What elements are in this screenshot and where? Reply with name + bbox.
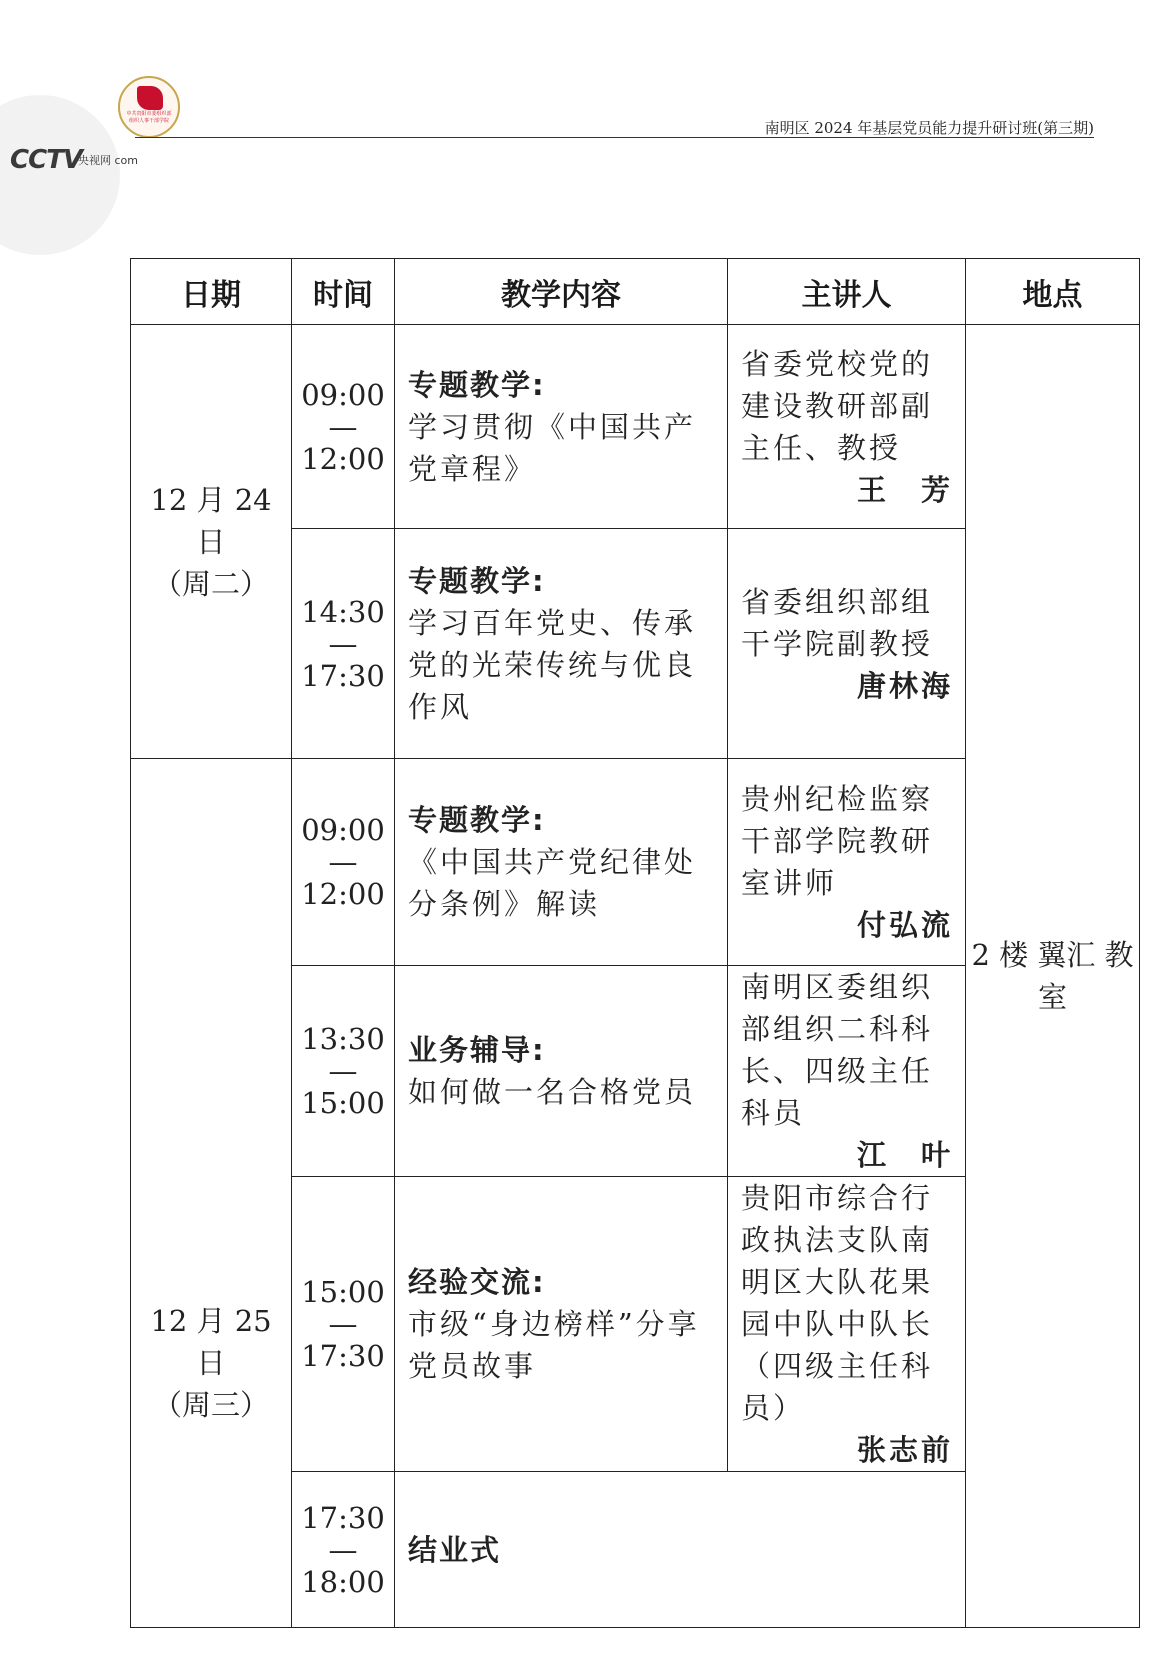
speaker-cell — [728, 325, 966, 529]
schedule-table — [130, 258, 1140, 1628]
time-start: 13:30 — [301, 1022, 385, 1056]
content-kind: 专题教学: — [408, 563, 546, 598]
content-kind: 专题教学: — [408, 367, 546, 402]
content-cell — [395, 1177, 728, 1472]
time-end: 18:00 — [301, 1564, 385, 1599]
watermark-circle — [0, 95, 120, 255]
flag-icon — [137, 86, 163, 110]
speaker-name: 江 叶 — [856, 1138, 953, 1172]
speaker-cell — [728, 759, 966, 966]
content-topic: 如何做一名合格党员 — [408, 1075, 697, 1109]
content-topic: 《中国共产党纪律处分条例》解读 — [408, 845, 697, 921]
content-cell — [395, 529, 728, 759]
content-kind: 业务辅导: — [408, 1033, 546, 1067]
speaker-title: 贵州纪检监察干部学院教研室讲师 — [741, 782, 934, 900]
column-header-time: 时间 — [292, 259, 395, 325]
time-start: 09:00 — [301, 377, 385, 412]
time-separator: — — [328, 409, 358, 444]
speaker-name: 王 芳 — [856, 472, 953, 507]
date-cell — [131, 759, 292, 1628]
table-row — [131, 325, 1140, 529]
column-header-content: 教学内容 — [395, 259, 728, 325]
party-school-seal — [118, 76, 180, 138]
table-header-row — [131, 259, 1140, 325]
time-separator: — — [328, 1054, 358, 1088]
speaker-title: 南明区委组织部组织二科科长、四级主任科员 — [741, 970, 934, 1130]
time-cell — [292, 529, 395, 759]
cctv-logo: CCTV — [10, 145, 83, 175]
speaker-cell — [728, 966, 966, 1177]
speaker-cell — [728, 529, 966, 759]
time-end: 12:00 — [301, 877, 385, 911]
speaker-name: 唐林海 — [856, 668, 953, 703]
time-cell — [292, 759, 395, 966]
speaker-title: 贵阳市综合行政执法支队南明区大队花果园中队中队长（四级主任科员） — [741, 1181, 934, 1425]
time-separator: — — [328, 845, 358, 879]
content-topic: 学习百年党史、传承党的光荣传统与优良作风 — [408, 605, 697, 724]
time-start: 14:30 — [301, 594, 385, 629]
time-end: 17:30 — [301, 658, 385, 693]
place-cell: 2 楼 翼汇 教室 — [966, 325, 1140, 1628]
column-header-place: 地点 — [966, 259, 1140, 325]
date-text: 12 月 24 日 — [150, 482, 272, 559]
document-header-title: 南明区 2024 年基层党员能力提升研讨班(第三期) — [764, 119, 1094, 137]
time-start: 09:00 — [301, 813, 385, 847]
time-end: 15:00 — [301, 1086, 385, 1120]
date-text: 12 月 25 日 — [150, 1304, 272, 1380]
speaker-title: 省委组织部组干学院副教授 — [741, 584, 934, 661]
time-separator: — — [328, 626, 358, 661]
seal-text: 中共贵阳市委组织部 组织人事干部学院 — [126, 111, 172, 124]
column-header-speaker: 主讲人 — [728, 259, 966, 325]
header-rule — [135, 137, 1094, 138]
content-kind: 专题教学: — [408, 803, 546, 837]
weekday-text: （周二） — [152, 566, 269, 601]
time-cell — [292, 1177, 395, 1472]
time-cell — [292, 1472, 395, 1628]
cctv-logo-sub: 央视网 com — [78, 154, 138, 167]
time-separator: — — [328, 1307, 358, 1341]
content-cell — [395, 1472, 966, 1628]
time-separator: — — [328, 1532, 358, 1567]
content-cell — [395, 325, 728, 529]
time-start: 15:00 — [301, 1275, 385, 1309]
column-header-date: 日期 — [131, 259, 292, 325]
time-end: 12:00 — [301, 441, 385, 476]
content-topic: 市级“身边榜样”分享党员故事 — [408, 1307, 700, 1383]
content-topic: 学习贯彻《中国共产党章程》 — [408, 409, 697, 486]
content-kind: 结业式 — [408, 1532, 502, 1567]
speaker-name: 付弘流 — [856, 908, 953, 942]
time-cell — [292, 325, 395, 529]
speaker-title: 省委党校党的建设教研部副主任、教授 — [741, 346, 934, 465]
weekday-text: （周三） — [152, 1388, 269, 1422]
time-cell — [292, 966, 395, 1177]
date-cell — [131, 325, 292, 759]
content-kind: 经验交流: — [408, 1265, 546, 1299]
content-cell — [395, 966, 728, 1177]
time-start: 17:30 — [301, 1500, 385, 1535]
time-end: 17:30 — [301, 1339, 385, 1373]
speaker-cell — [728, 1177, 966, 1472]
content-cell — [395, 759, 728, 966]
speaker-name: 张志前 — [856, 1433, 953, 1467]
